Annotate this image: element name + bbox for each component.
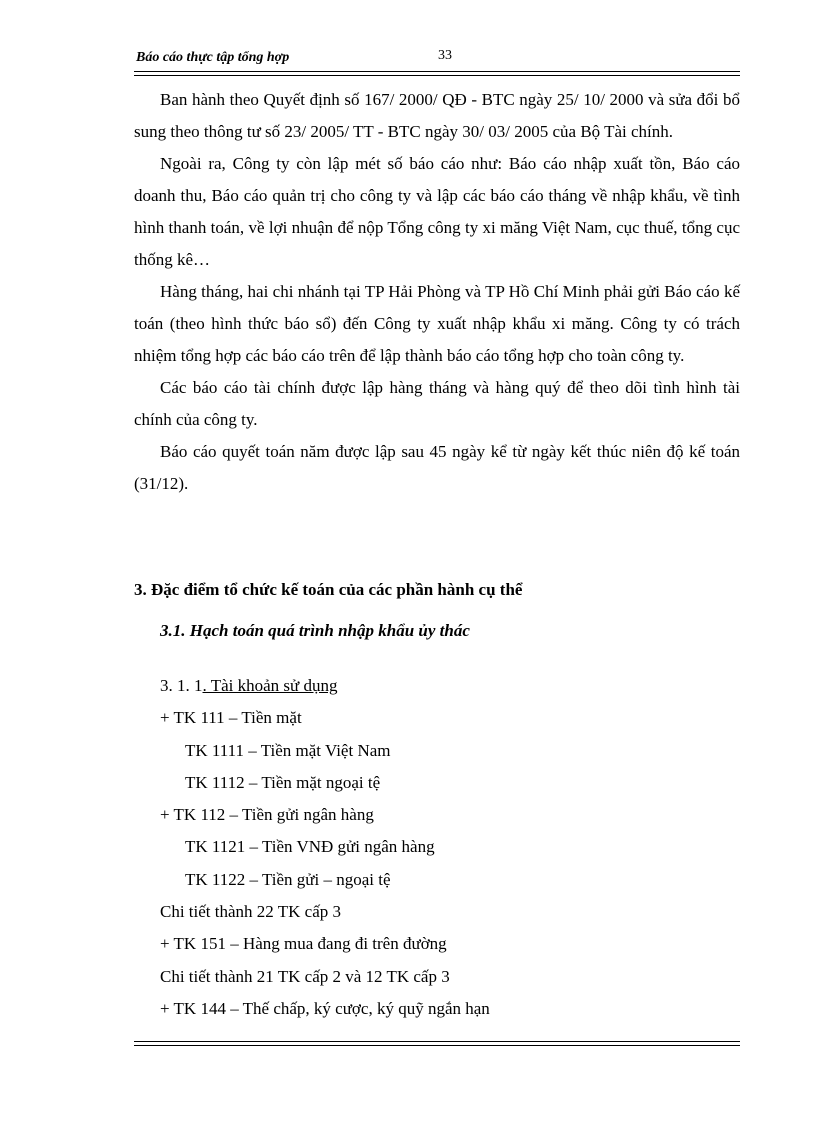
section-heading: 3. Đặc điểm tổ chức kế toán của các phần hành cụ thể	[134, 580, 523, 599]
subsubsection-heading	[160, 670, 490, 702]
page-header	[134, 48, 740, 68]
footer-rule-bottom	[134, 1045, 740, 1046]
account-tk111: + TK 111 – Tiền mặt	[160, 708, 302, 728]
paragraph-other-reports: Ngoài ra, Công ty còn lập mét số báo cáo như: Báo cáo nhập xuất tồn, Báo cáo doanh thu, Báo cáo quản trị cho công ty và lập các báo cáo tháng về nhập khẩu, về tình hình thanh toán, về lợi nhuận để nộp Tổng công ty xi măng Việt Nam, cục thuế, tổng cục thống kê…	[134, 154, 740, 269]
subsection-heading: 3.1. Hạch toán quá trình nhập khẩu ủy thác	[160, 621, 470, 640]
subsubsection-title: . Tài khoản sử dụng	[202, 676, 338, 695]
account-tk1121: TK 1121 – Tiền VNĐ gửi ngân hàng	[185, 837, 435, 857]
account-tk1111: TK 1111 – Tiền mặt Việt Nam	[185, 740, 391, 760]
subsubsection-number: 3. 1. 1	[160, 676, 203, 695]
account-tk144: + TK 144 – Thế chấp, ký cược, ký quỹ ngắn hạn	[160, 998, 490, 1018]
account-detail-21: Chi tiết thành 21 TK cấp 2 và 12 TK cấp 3	[160, 966, 450, 986]
header-rule-bottom	[134, 75, 740, 76]
account-list	[160, 670, 490, 1025]
paragraph-financial-reports: Các báo cáo tài chính được lập hàng tháng và hàng quý để theo dõi tình hình tài chính của công ty.	[134, 378, 740, 429]
account-tk151: + TK 151 – Hàng mua đang đi trên đường	[160, 934, 447, 954]
account-tk112: + TK 112 – Tiền gửi ngân hàng	[160, 805, 374, 825]
page-number: 33	[438, 48, 452, 63]
account-tk1122: TK 1122 – Tiền gửi – ngoại tệ	[185, 869, 391, 889]
account-detail-22: Chi tiết thành 22 TK cấp 3	[160, 902, 341, 922]
paragraph-annual-settlement: Báo cáo quyết toán năm được lập sau 45 ngày kể từ ngày kết thúc niên độ kế toán (31/12).	[134, 442, 740, 493]
header-rule-top	[134, 71, 740, 72]
body-text	[134, 84, 740, 500]
header-title: Báo cáo thực tập tổng hợp	[136, 50, 290, 65]
footer-rule-top	[134, 1041, 740, 1042]
account-tk1112: TK 1112 – Tiền mặt ngoại tệ	[185, 772, 381, 792]
paragraph-regulation: Ban hành theo Quyết định số 167/ 2000/ QĐ - BTC ngày 25/ 10/ 2000 và sửa đổi bổ sung theo thông tư số 23/ 2005/ TT - BTC ngày 30/ 03/ 2005 của Bộ Tài chính.	[134, 90, 740, 141]
paragraph-monthly-reports: Hàng tháng, hai chi nhánh tại TP Hải Phòng và TP Hồ Chí Minh phải gửi Báo cáo kế toán (theo hình thức báo sổ) đến Công ty xuất nhập khẩu xi măng. Công ty có trách nhiệm tổng hợp các báo cáo trên để lập thành báo cáo tổng hợp cho toàn công ty.	[134, 282, 740, 365]
